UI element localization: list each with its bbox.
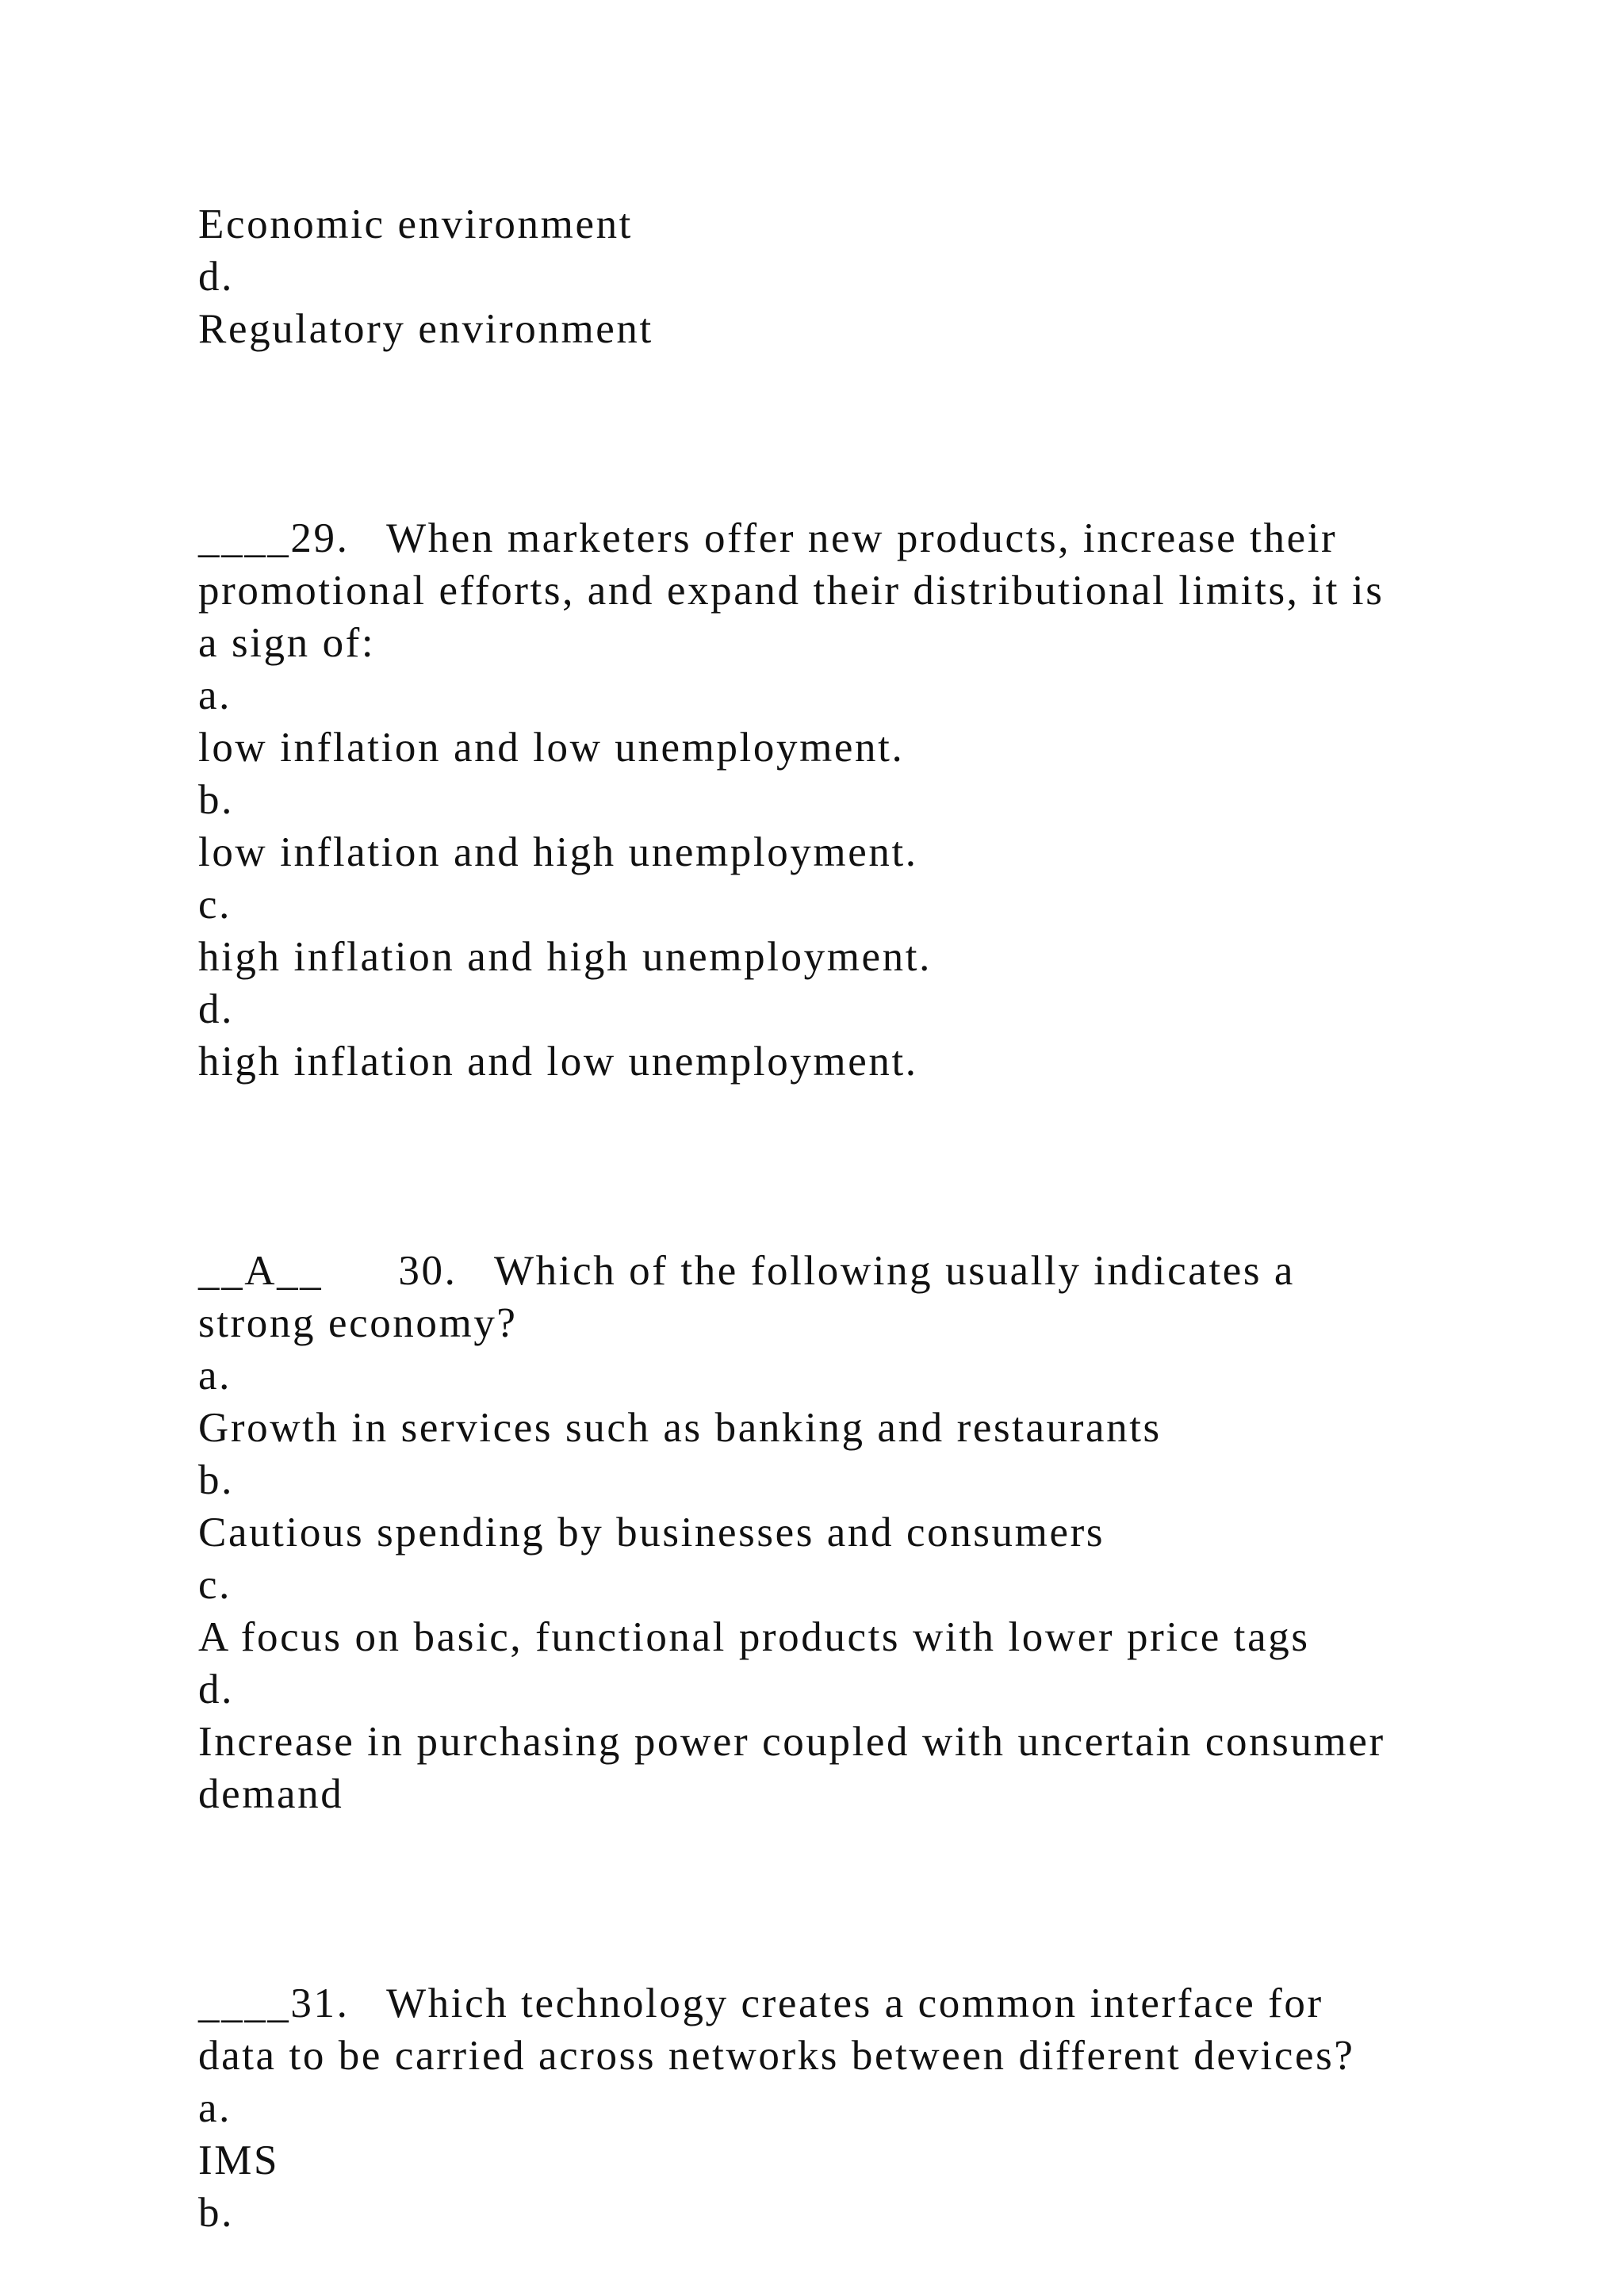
option-text: A focus on basic, functional products with lower price tags <box>198 1614 1310 1660</box>
question-number: 29. <box>290 515 350 561</box>
option-letter: d. <box>198 1667 234 1712</box>
answer-blank: ____ <box>198 1980 291 2026</box>
question-31 <box>198 1977 1483 2239</box>
option-text: high inflation and low unemployment. <box>198 1039 918 1085</box>
option-letter: a. <box>198 672 232 718</box>
document-content <box>198 198 1483 2239</box>
option-letter: d. <box>198 986 234 1032</box>
option-letter: b. <box>198 2190 234 2236</box>
spacer <box>198 1820 1483 1977</box>
question-stem-line: promotional efforts, and expand their distributional limits, it is <box>198 568 1385 614</box>
answer-blank: __A__ <box>198 1248 324 1294</box>
option-text: low inflation and high unemployment. <box>198 829 918 875</box>
option-text: IMS <box>198 2137 280 2183</box>
option-letter: a. <box>198 1353 232 1399</box>
option-text-continued: demand <box>198 1771 344 1817</box>
option-letter: b. <box>198 777 234 823</box>
question-stem-line: data to be carried across networks between different devices? <box>198 2033 1355 2079</box>
option-text: Increase in purchasing power coupled with uncertain consumer <box>198 1719 1385 1765</box>
question-29 <box>198 512 1483 1088</box>
question-stem: When marketers offer new products, increase their <box>386 515 1338 561</box>
previous-option-letter: d. <box>198 254 234 300</box>
option-letter: b. <box>198 1457 234 1503</box>
question-stem-line: a sign of: <box>198 620 376 666</box>
option-letter: c. <box>198 1562 232 1608</box>
spacer <box>198 1088 1483 1245</box>
question-stem: Which of the following usually indicates a <box>494 1248 1296 1294</box>
spacer <box>198 355 1483 512</box>
previous-option-text: Economic environment <box>198 201 633 247</box>
question-number: 30. <box>398 1248 458 1294</box>
question-stem-first-line <box>198 512 1483 564</box>
option-text: low inflation and low unemployment. <box>198 725 905 771</box>
question-stem-first-line <box>198 1245 1483 1297</box>
option-text: Growth in services such as banking and restaurants <box>198 1405 1162 1451</box>
option-text: high inflation and high unemployment. <box>198 934 932 980</box>
question-stem: Which technology creates a common interface for <box>386 1980 1323 2026</box>
question-number: 31. <box>290 1980 350 2026</box>
option-text: Cautious spending by businesses and consumers <box>198 1510 1105 1556</box>
option-letter: a. <box>198 2085 232 2131</box>
question-stem-line: strong economy? <box>198 1300 518 1346</box>
question-30 <box>198 1245 1483 1820</box>
answer-blank: ____ <box>198 515 291 561</box>
previous-option-text: Regulatory environment <box>198 306 653 352</box>
option-letter: c. <box>198 882 232 928</box>
question-stem-first-line <box>198 1977 1483 2030</box>
